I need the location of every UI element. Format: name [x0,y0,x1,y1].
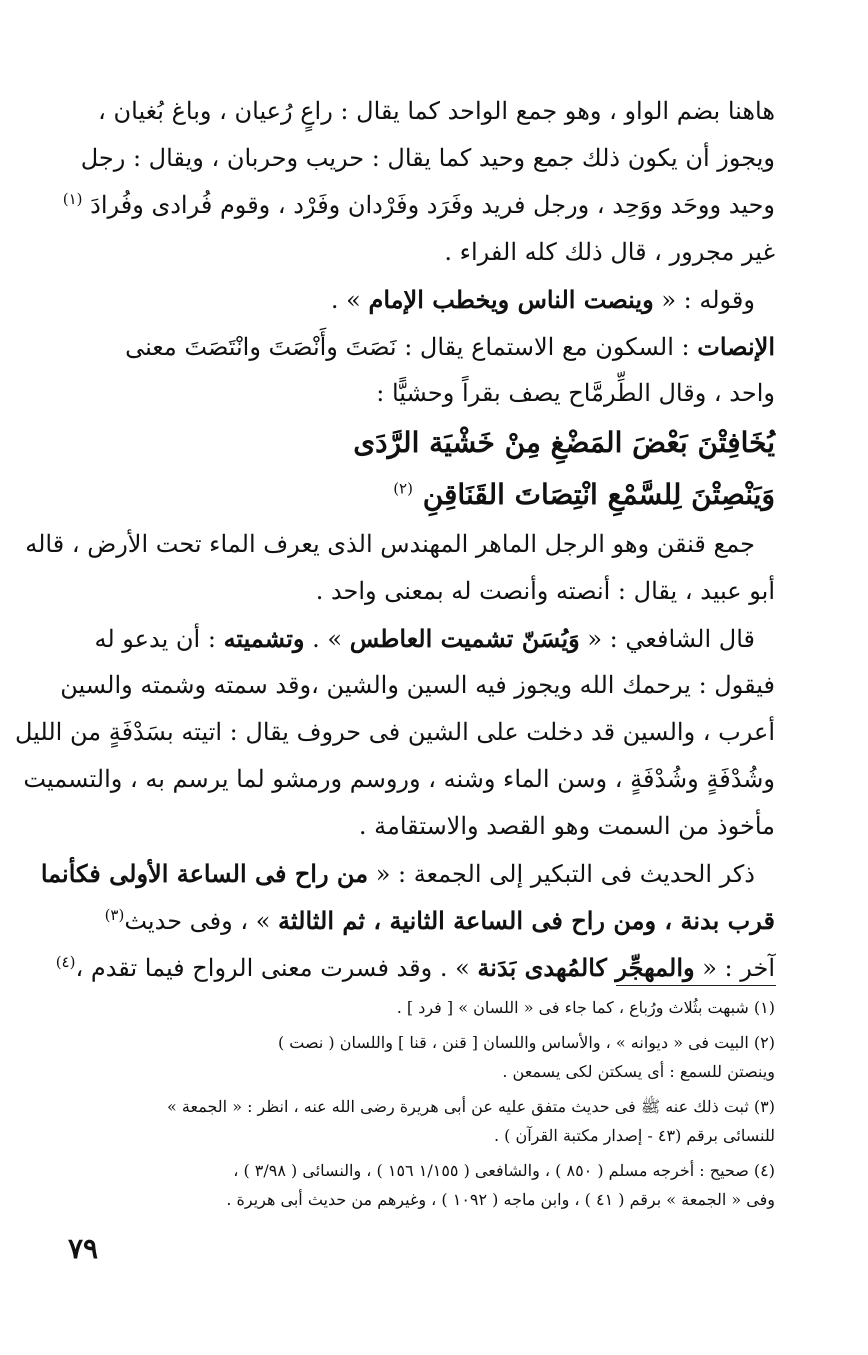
hadith-text: والمهجِّر كالمُهدى بَدَنة [477,953,695,982]
definition-text: : السكون مع الاستماع يقال : نَصَتَ وأَنْصَتَ وانْتَصَتَ معنى [125,333,690,361]
quote-suffix: » . [312,625,343,653]
text-line: جمع قنقن وهو الرجل الماهر المهندس الذى يعرف الماء تحت الأرض ، قاله [25,530,755,558]
footnote: (٢) البيت فى « ديوانه » ، والأساس واللسان [ قنن ، قنا ] واللسان ( نصت ) [277,1033,775,1052]
defined-term: الإنصات [697,332,775,361]
text-line: مأخوذ من السمت وهو القصد والاستقامة . [358,812,775,840]
quote-line [95,276,775,323]
page-number: ٧٩ [68,1232,99,1265]
main-text [14,88,775,991]
text-line: غير مجرور ، قال ذلك كله الفراء . [444,238,775,266]
poem-verse [95,417,775,521]
hadith-prefix: آخر : « [702,954,775,982]
quoted-text: وينصت الناس ويخطب الإمام [368,285,654,314]
footnote: (٣) ثبت ذلك عنه ﷺ فى حديث متفق عليه عن أبى هريرة رضى الله عنه ، انظر : « الجمعة » [167,1097,775,1116]
hadith-text: من راح فى الساعة الأولى فكأنما [40,859,369,888]
text-line: هاهنا بضم الواو ، وهو جمع الواحد كما يقال : راعٍ رُعيان ، وباغ بُغيان ، [98,97,775,125]
hadith-suffix: » ، وفى حديث [124,907,271,935]
text-line: فيقول : يرحمك الله ويجوز فيه السين والشين ،وقد سمته وشمته والسين [60,671,775,699]
footnote: (٤) صحيح : أخرجه مسلم ( ٨٥٠ ) ، والشافعى ( ١/١٥٥ ١٥٦ ) ، والنسائى ( ٣/٩٨ ) ، [233,1161,775,1180]
quote-suffix: » . [330,286,361,314]
footnote-continuation: وينصتن للسمع : أى يسكتن لكى يسمعن . [502,1062,775,1081]
definition-line [95,323,775,370]
hadith-suffix: » . وقد فسرت معنى الرواح فيما تقدم ، [75,954,470,982]
footnote: (١) شبهت بثُلاث ورُباع ، كما جاء فى « اللسان » [ فرد ] . [396,998,775,1017]
text-line: أبو عبيد ، يقال : أنصته وأنصت له بمعنى واحد . [315,577,775,605]
hadith-prefix: ذكر الحديث فى التبكير إلى الجمعة : « [375,860,755,888]
text-line: واحد ، وقال الطِّرمَّاح يصف بقراً وحشيًّا : [376,379,775,407]
hadith-line [55,944,775,991]
text-line: وشُدْفَةٍ وشُدْفَةٍ ، وسن الماء وشنه ، وروسم ورمشو لما يرسم به ، والتسميت [23,765,775,793]
footnote-separator [616,985,776,986]
hadith-line [40,850,775,897]
definition-text: : أن يدعو له [94,625,216,653]
verse-line: يُخَافِتْنَ بَعْضَ المَضْغِ مِنْ خَشْيَة الرَّدَى [353,426,775,459]
footnote-ref: (١) [62,190,83,208]
verse-text: وَيَنْصِتْنَ لِلسَّمْعِ انْتِصَاتَ القَنَاقِنِ [422,478,775,511]
footnote-ref: (٤) [55,953,76,971]
footnote-ref: (٢) [393,479,413,498]
quote-prefix: قال الشافعي : « [587,625,755,653]
defined-term: وتشميته [223,624,305,653]
hadith-line [95,897,775,944]
hadith-text: قرب بدنة ، ومن راح فى الساعة الثانية ، ثم الثالثة [278,906,775,935]
quote-line [95,615,775,662]
verse-line [255,469,775,521]
text-line-content: وحيد ووحَد ووَحِد ، ورجل فريد وفَرَد وفَرْدان وفَرْد ، وقوم فُرادى وفُرادَ [90,191,775,219]
quote-prefix: وقوله : « [661,286,755,314]
footnote-continuation: للنسائى برقم (٤٣ - إصدار مكتبة القرآن ) . [493,1126,775,1145]
text-line [62,182,775,229]
quoted-text: وَيُسَنّ تشميت العاطس [349,624,580,653]
text-line: أعرب ، والسين قد دخلت على الشين فى حروف يقال : اتيته بسَدْفَةٍ من الليل [14,718,775,746]
text-line: ويجوز أن يكون ذلك جمع وحيد كما يقال : حريب وحربان ، ويقال : رجل [80,144,775,172]
footnotes [95,993,775,1214]
footnote-continuation: وفى « الجمعة » برقم ( ٤١ ) ، وابن ماجه ( ١٠٩٢ ) ، وغيرهم من حديث أبى هريرة . [226,1190,775,1209]
footnote-ref: (٣) [104,906,125,924]
